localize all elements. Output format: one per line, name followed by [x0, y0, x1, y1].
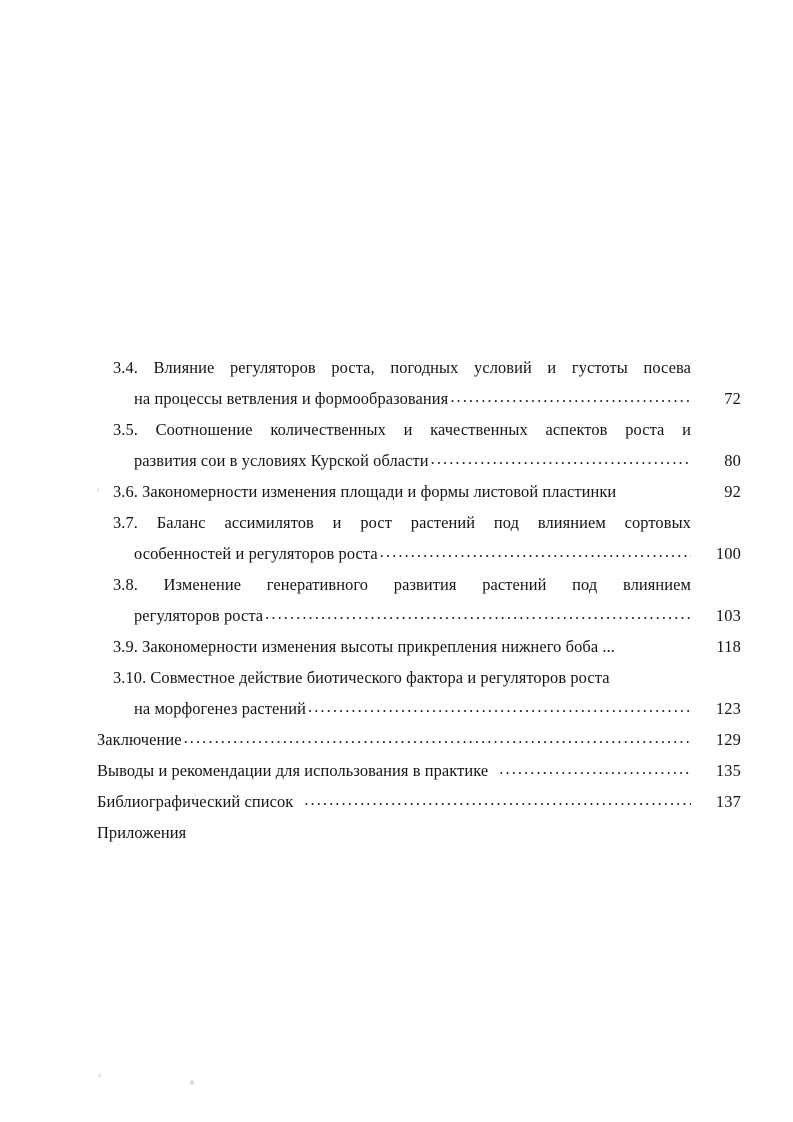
toc-entry-title-part: развития сои в условиях Курской области [134, 451, 429, 470]
toc-line [0, 569, 793, 600]
toc-line [0, 383, 793, 414]
toc-line [0, 631, 793, 662]
toc-entry-number: 3.4. [113, 358, 138, 377]
toc-entry-continuation-line [134, 383, 691, 414]
toc-entry-continuation-line [134, 693, 691, 724]
toc-entry-first-line [97, 755, 691, 786]
toc-entry-title-part: Совместное действие биотического фактора и регуляторов роста [150, 668, 610, 687]
toc-entry-vyvody[interactable] [0, 755, 793, 786]
toc-entry-first-line [113, 569, 691, 600]
toc-line [0, 724, 793, 755]
toc-entry-number: 3.6. [113, 482, 138, 501]
toc-entry-first-line [97, 724, 691, 755]
toc-entry-title: Приложения [97, 823, 187, 842]
toc-entry-3-6[interactable] [0, 476, 793, 507]
toc-entry-first-line [97, 786, 691, 817]
toc-line [0, 755, 793, 786]
toc-line [0, 352, 793, 383]
toc-entry-3-8[interactable] [0, 569, 793, 631]
toc-entry-3-10[interactable] [0, 662, 793, 724]
toc-entry-first-line [97, 817, 691, 848]
toc-entry-title-part: Влияние регуляторов роста, погодных условий и густоты посева [153, 358, 691, 377]
toc-entry-continuation-line [134, 538, 691, 569]
toc-entry-title-part: Баланс ассимилятов и рост растений под влиянием сортовых [156, 513, 691, 532]
toc-entry-number: 3.7. [113, 513, 138, 532]
toc-entry-title-part: Изменение генеративного развития растений под влиянием [163, 575, 691, 594]
toc-page-number: 80 [724, 451, 741, 470]
toc-entry-title: Библиографический список [97, 792, 294, 811]
toc-entry-zaklyuchenie[interactable] [0, 724, 793, 755]
toc-entry-title-part: регуляторов роста [134, 606, 264, 625]
toc-page-number: 72 [724, 389, 741, 408]
dot-leader [184, 730, 691, 746]
toc-entry-first-line [113, 662, 691, 693]
toc-entry-title-part: Соотношение количественных и качественных аспектов роста и [155, 420, 691, 439]
toc-line [0, 662, 793, 693]
toc-entry-prilozheniya[interactable] [0, 817, 793, 848]
dot-leader [499, 761, 691, 777]
toc-entry-first-line [113, 507, 691, 538]
table-of-contents [0, 352, 793, 848]
toc-entry-title-part: особенностей и регуляторов роста [134, 544, 378, 563]
toc-entry-3-9[interactable] [0, 631, 793, 662]
dot-leader [265, 606, 691, 622]
toc-entry-3-7[interactable] [0, 507, 793, 569]
toc-line [0, 507, 793, 538]
toc-entry-title-part: Закономерности изменения площади и формы листовой пластинки [142, 482, 617, 501]
toc-entry-first-line [113, 631, 691, 662]
toc-entry-first-line [113, 414, 691, 445]
toc-entry-continuation-line [134, 600, 691, 631]
scan-artifact [98, 1073, 101, 1078]
toc-entry-title-part: на морфогенез растений [134, 699, 307, 718]
scan-artifact [97, 488, 99, 492]
toc-line [0, 414, 793, 445]
toc-page-number: 129 [715, 730, 741, 749]
toc-entry-title-part: на процессы ветвления и формообразования [134, 389, 449, 408]
toc-entry-3-4[interactable] [0, 352, 793, 414]
toc-line [0, 600, 793, 631]
toc-entry-continuation-line [134, 445, 691, 476]
toc-entry-first-line [113, 476, 691, 507]
toc-line [0, 786, 793, 817]
toc-entry-number: 3.8. [113, 575, 138, 594]
toc-line [0, 538, 793, 569]
toc-page-number: 100 [715, 544, 741, 563]
toc-entry-title-part: Закономерности изменения высоты прикрепления нижнего боба ... [142, 637, 616, 656]
toc-page-number: 92 [724, 482, 741, 501]
toc-page-number: 103 [715, 606, 741, 625]
toc-entry-bibliograficheskiy-spisok[interactable] [0, 786, 793, 817]
toc-entry-number: 3.5. [113, 420, 138, 439]
scan-artifact [194, 793, 196, 796]
toc-line [0, 693, 793, 724]
dot-leader [308, 699, 691, 715]
dot-leader [380, 544, 691, 560]
scan-artifact [190, 1080, 194, 1085]
toc-entry-first-line [113, 352, 691, 383]
toc-entry-number: 3.9. [113, 637, 138, 656]
toc-entry-number: 3.10. [113, 668, 147, 687]
toc-entry-title: Выводы и рекомендации для использования в практике [97, 761, 489, 780]
dot-leader [431, 451, 691, 467]
toc-page-number [701, 817, 741, 848]
toc-page-number: 118 [716, 637, 741, 656]
toc-page-number: 135 [715, 761, 741, 780]
toc-entry-3-5[interactable] [0, 414, 793, 476]
toc-line [0, 445, 793, 476]
toc-line [0, 817, 793, 848]
dot-leader [304, 792, 691, 808]
toc-page-number: 137 [715, 792, 741, 811]
toc-line [0, 476, 793, 507]
toc-entry-title: Заключение [97, 730, 182, 749]
toc-page-number: 123 [715, 699, 741, 718]
scan-artifact [206, 640, 208, 643]
dot-leader [450, 389, 691, 405]
